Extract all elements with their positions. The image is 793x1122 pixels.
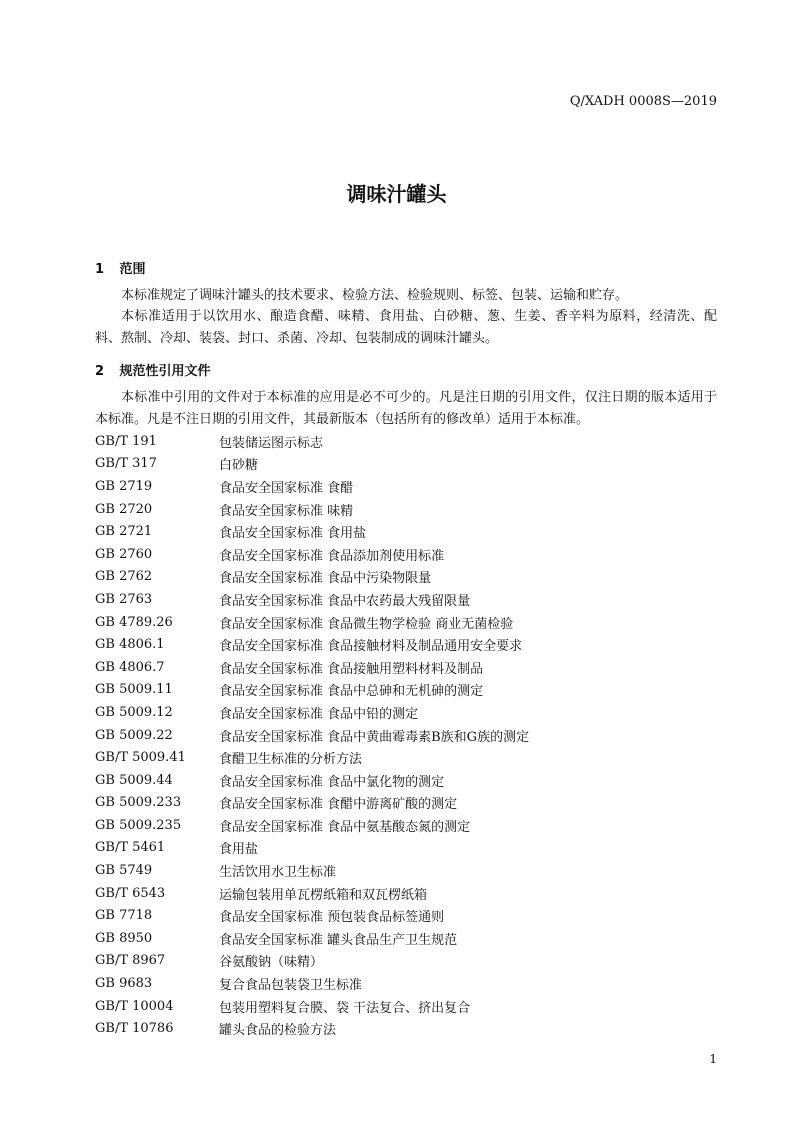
reference-item [95, 882, 717, 905]
reference-code: GB 5009.12 [95, 704, 173, 720]
reference-title: 食品安全国家标准 食品中污染物限量 [219, 571, 432, 587]
reference-item [95, 814, 717, 837]
reference-title: 食品安全国家标准 食品微生物学检验 商业无菌检验 [219, 616, 514, 632]
reference-code: GB 2721 [95, 524, 153, 540]
reference-item [95, 633, 717, 656]
reference-item [95, 566, 717, 589]
reference-code: GB/T 10004 [95, 998, 174, 1014]
section-2-title: 规范性引用文件 [119, 364, 211, 379]
reference-title: 食品安全国家标准 预包装食品标签通则 [219, 910, 445, 926]
reference-code: GB 5009.44 [95, 772, 173, 788]
section-2-number: 2 [95, 364, 105, 379]
reference-code: GB 5009.233 [95, 795, 182, 811]
reference-code: GB/T 6543 [95, 885, 166, 901]
reference-item [95, 792, 717, 815]
reference-item [95, 950, 717, 973]
reference-list [95, 430, 717, 1040]
section-1-number: 1 [95, 262, 105, 277]
section-1-title: 范围 [119, 262, 146, 277]
reference-title: 包装用塑料复合膜、袋 干法复合、挤出复合 [219, 1000, 471, 1016]
document-title: 调味汁罐头 [346, 182, 447, 206]
reference-item [95, 475, 717, 498]
reference-code: GB/T 8967 [95, 953, 166, 969]
reference-code: GB 5009.235 [95, 817, 182, 833]
section-2-heading [95, 360, 211, 379]
scope-paragraph-1: 本标准规定了调味汁罐头的技术要求、检验方法、检验规则、标签、包装、运输和贮存。 [121, 288, 629, 303]
reference-item [95, 724, 717, 747]
reference-item [95, 769, 717, 792]
reference-title: 包装储运图示标志 [219, 435, 324, 451]
reference-code: GB 2760 [95, 546, 153, 562]
reference-code: GB 5749 [95, 863, 153, 879]
document-code: Q/XADH 0008S—2019 [569, 94, 717, 109]
reference-title: 食品安全国家标准 食品中农药最大残留限量 [219, 593, 471, 609]
reference-title: 谷氨酸钠（味精） [219, 955, 324, 971]
reference-code: GB 7718 [95, 908, 153, 924]
reference-title: 生活饮用水卫生标准 [219, 865, 337, 881]
reference-code: GB 4806.1 [95, 637, 165, 653]
reference-item [95, 972, 717, 995]
reference-item [95, 837, 717, 860]
reference-code: GB 2763 [95, 591, 153, 607]
reference-code: GB/T 5461 [95, 840, 166, 856]
reference-code: GB/T 5009.41 [95, 750, 186, 766]
scope-paragraph-2: 本标准适用于以饮用水、酿造食醋、味精、食用盐、白砂糖、葱、生姜、香辛料为原料，经清洗、配料、熬制、冷却、装袋、封口、杀菌、冷却、包装制成的调味汁罐头。 [95, 309, 717, 346]
reference-title: 食品安全国家标准 食品接触用塑料材料及制品 [219, 661, 484, 677]
reference-item [95, 746, 717, 769]
reference-title: 食醋卫生标准的分析方法 [219, 752, 363, 768]
reference-code: GB 4806.7 [95, 659, 165, 675]
references-intro-paragraph: 本标准中引用的文件对于本标准的应用是必不可少的。凡是注日期的引用文件，仅注日期的版本适用于本标准。凡是不注日期的引用文件，其最新版本（包括所有的修改单）适用于本标准。 [95, 390, 717, 427]
reference-code: GB/T 10786 [95, 1021, 174, 1037]
reference-code: GB/T 317 [95, 456, 157, 472]
section-1-heading [95, 258, 146, 277]
reference-title: 食品安全国家标准 食品中氯化物的测定 [219, 774, 445, 790]
reference-item [95, 543, 717, 566]
reference-item [95, 611, 717, 634]
reference-title: 食品安全国家标准 食品接触材料及制品通用安全要求 [219, 639, 523, 655]
page-number: 1 [709, 1052, 717, 1066]
reference-title: 食品安全国家标准 食品中黄曲霉毒素B族和G族的测定 [219, 729, 530, 745]
reference-code: GB 9683 [95, 976, 153, 992]
reference-title: 复合食品包装袋卫生标准 [219, 978, 363, 994]
reference-code: GB 2762 [95, 569, 153, 585]
reference-title: 食品安全国家标准 食品添加剂使用标准 [219, 548, 445, 564]
reference-code: GB/T 191 [95, 433, 157, 449]
reference-item [95, 701, 717, 724]
reference-title: 食品安全国家标准 食品中铅的测定 [219, 706, 419, 722]
reference-item [95, 430, 717, 453]
reference-title: 食品安全国家标准 食品中氨基酸态氮的测定 [219, 819, 471, 835]
reference-title: 食品安全国家标准 味精 [219, 503, 354, 519]
reference-code: GB 2720 [95, 501, 153, 517]
reference-title: 白砂糖 [219, 458, 259, 474]
reference-title: 食品安全国家标准 食用盐 [219, 526, 367, 542]
reference-title: 食用盐 [219, 842, 259, 858]
reference-title: 食品安全国家标准 食醋 [219, 480, 354, 496]
reference-item [95, 588, 717, 611]
reference-title: 食品安全国家标准 食品中总砷和无机砷的测定 [219, 684, 484, 700]
reference-item [95, 679, 717, 702]
reference-title: 食品安全国家标准 食醋中游离矿酸的测定 [219, 797, 458, 813]
reference-code: GB 8950 [95, 930, 153, 946]
reference-item [95, 498, 717, 521]
reference-code: GB 5009.22 [95, 727, 173, 743]
reference-title: 运输包装用单瓦楞纸箱和双瓦楞纸箱 [219, 887, 428, 903]
reference-code: GB 2719 [95, 478, 153, 494]
reference-item [95, 453, 717, 476]
reference-code: GB 5009.11 [95, 682, 173, 698]
reference-title: 罐头食品的检验方法 [219, 1023, 337, 1039]
reference-item [95, 520, 717, 543]
reference-title: 食品安全国家标准 罐头食品生产卫生规范 [219, 932, 458, 948]
reference-item [95, 859, 717, 882]
reference-code: GB 4789.26 [95, 614, 173, 630]
reference-item [95, 995, 717, 1018]
reference-item [95, 1017, 717, 1040]
reference-item [95, 656, 717, 679]
reference-item [95, 927, 717, 950]
reference-item [95, 904, 717, 927]
